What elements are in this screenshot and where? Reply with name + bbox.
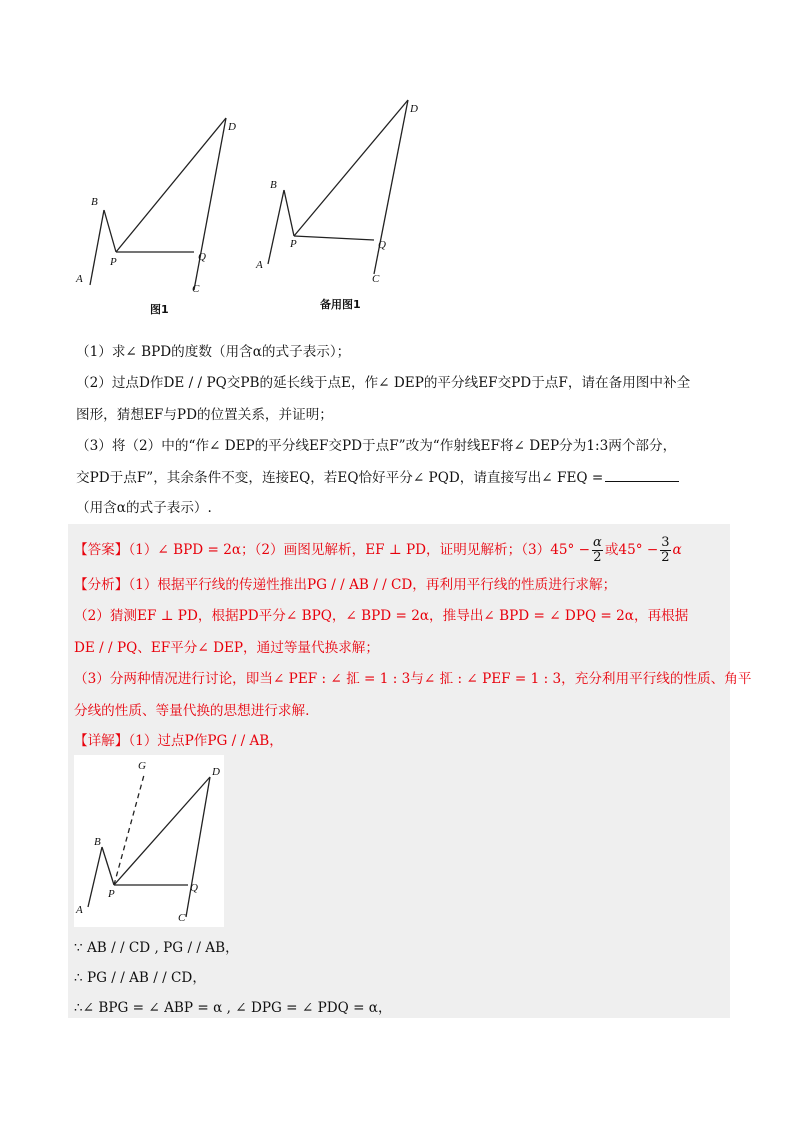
label-D: D (228, 121, 236, 133)
label-C: C (372, 273, 380, 285)
label-C: C (178, 912, 186, 924)
question-2-line-2: 图形，猜想EF与PD的位置关系，并证明； (76, 407, 333, 423)
question-3-line-1: （3）将（2）中的“作∠ DEP的平分线EF交PD于点F”改为“作射线EF将∠ DEP分为1:3两个部分， (76, 438, 677, 454)
label-G: G (138, 760, 146, 772)
question-3-line-3: （用含α的式子表示）. (76, 500, 212, 516)
answer-tail: α (672, 542, 682, 558)
fraction-3-over-2: $\frac{3}{2}$ (661, 535, 670, 565)
label-P: P (110, 256, 117, 268)
answer-part-1: （1）∠ BPD = 2α；（2）画图见解析，EF ⊥ PD，证明见解析；（3）45° − (128, 542, 591, 558)
analysis-line-1 (74, 575, 616, 595)
analysis-tag: 【分析】 (74, 577, 129, 593)
detail-text-1: （1）过点P作PG / / AB， (128, 733, 283, 749)
label-A: A (76, 273, 83, 285)
label-P: P (290, 238, 297, 250)
figure-2-caption: 备用图1 (320, 298, 361, 311)
fraction-alpha-over-2: $\frac{\alpha}{2}$ (593, 535, 602, 565)
label-B: B (270, 179, 277, 191)
question-3-line-2 (76, 467, 679, 488)
label-D: D (212, 766, 220, 778)
analysis-line-2: （2）猜测EF ⊥ PD，根据PD平分∠ BPQ，∠ BPD = 2α，推导出∠ BPD = ∠ DPQ = 2α，再根据 (74, 608, 689, 624)
analysis-line-4: （3）分两种情况进行讨论，即当∠ PEF : ∠ 㧟 = 1 : 3与∠ 㧟 : ∠ PEF = 1 : 3，充分利用平行线的性质、角平 (74, 671, 752, 687)
figure-2 (250, 92, 430, 322)
label-Q: Q (198, 251, 206, 263)
label-A: A (256, 259, 263, 271)
answer-blank (605, 467, 679, 482)
label-Q: Q (190, 882, 198, 894)
answer-line (74, 536, 682, 565)
figure-1-caption: 图1 (150, 303, 169, 316)
label-Q: Q (378, 239, 386, 251)
detail-step-1: ∵ AB / / CD , PG / / AB， (74, 940, 239, 956)
detail-tag: 【详解】 (74, 733, 129, 749)
analysis-line-5: 分线的性质、等量代换的思想进行求解. (74, 703, 310, 719)
question-2-line-1: （2）过点D作DE / / PQ交PB的延长线于点E，作∠ DEP的平分线EF交PD于点F，请在备用图中补全 (76, 375, 691, 391)
figure-3 (74, 755, 224, 927)
question-3-line-2-text: 交PD于点F”，其余条件不变，连接EQ，若EQ恰好平分∠ PQD，请直接写出∠ FEQ = (76, 470, 604, 486)
answer-tag: 【答案】 (74, 542, 129, 558)
detail-step-2: ∴ PG / / AB / / CD， (74, 970, 206, 986)
label-D: D (410, 103, 418, 115)
label-B: B (94, 836, 101, 848)
question-1: （1）求∠ BPD的度数（用含α的式子表示）； (76, 344, 351, 360)
detail-line-1 (74, 731, 283, 751)
label-C: C (192, 283, 200, 295)
answer-mid: 或45° − (604, 542, 659, 558)
analysis-text-1: （1）根据平行线的传递性推出PG / / AB / / CD，再利用平行线的性质进行求解； (128, 577, 617, 593)
label-A: A (76, 904, 83, 916)
label-P: P (108, 888, 115, 900)
figure-1 (70, 110, 236, 325)
analysis-line-3: DE / / PQ、EF平分∠ DEP，通过等量代换求解； (74, 640, 379, 656)
detail-step-3: ∴∠ BPG = ∠ ABP = α , ∠ DPG = ∠ PDQ = α， (74, 1000, 392, 1016)
label-B: B (91, 196, 98, 208)
